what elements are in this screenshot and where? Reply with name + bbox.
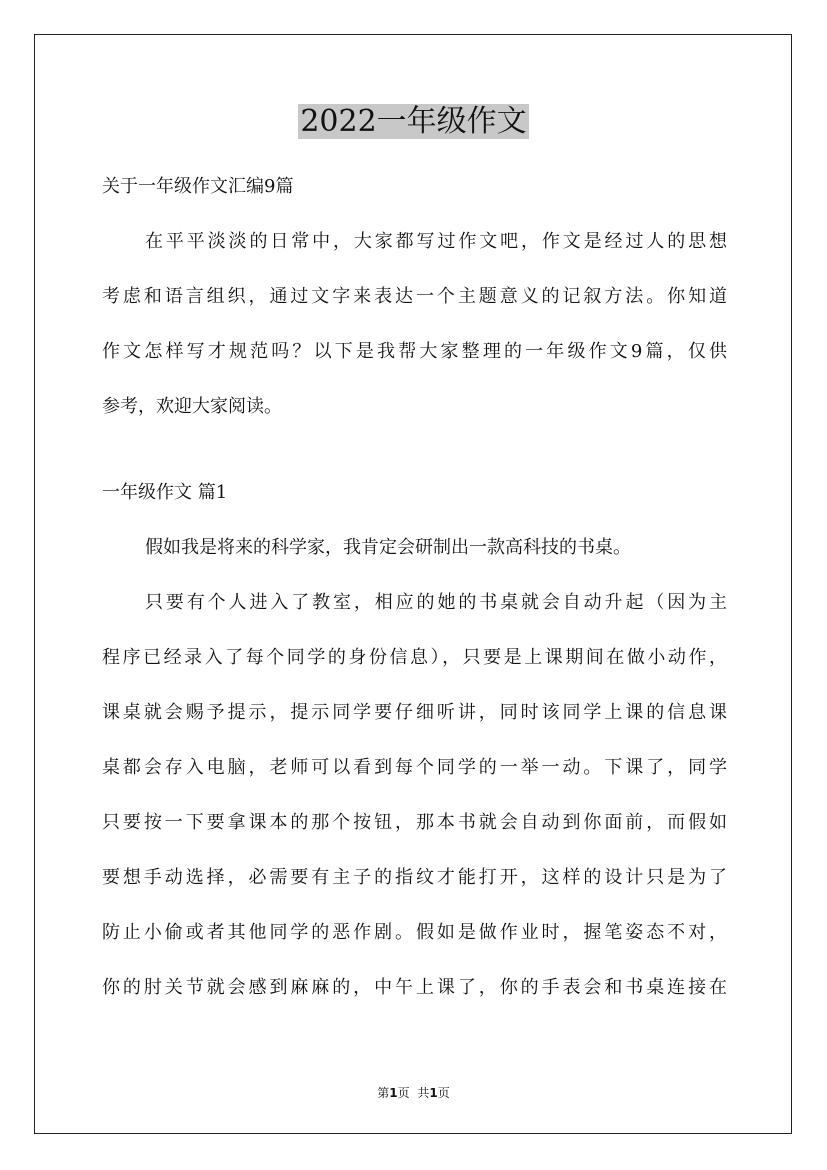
footer-page-prefix: 第 xyxy=(377,1086,390,1100)
footer-page-number: 1 xyxy=(389,1086,398,1100)
paragraph-2-line-2: 程序已经录入了每个同学的身份信息），只要是上课期间在做小动作， xyxy=(102,647,727,668)
footer-total-pages: 1 xyxy=(429,1086,438,1100)
section-heading: 一年级作文 篇1 xyxy=(102,482,228,503)
subtitle: 关于一年级作文汇编9篇 xyxy=(102,176,294,197)
paragraph-2-line-8: 你的肘关节就会感到麻麻的，中午上课了，你的手表会和书桌连接在 xyxy=(102,977,727,998)
footer-page-suffix: 页 xyxy=(397,1086,410,1100)
document-title-text: 2022一年级作文 xyxy=(300,104,527,139)
paragraph-2-line-3: 课桌就会赐予提示，提示同学要仔细听讲，同时该同学上课的信息课 xyxy=(102,702,727,723)
intro-line-4: 参考，欢迎大家阅读。 xyxy=(102,396,282,417)
document-title xyxy=(0,102,827,142)
footer-total-prefix: 共 xyxy=(417,1086,430,1100)
page-footer xyxy=(0,1085,827,1101)
intro-line-3: 作文怎样写才规范吗？以下是我帮大家整理的一年级作文9篇，仅供 xyxy=(102,341,727,362)
paragraph-1: 假如我是将来的科学家，我肯定会研制出一款高科技的书桌。 xyxy=(145,537,631,558)
paragraph-2-line-1: 只要有个人进入了教室，相应的她的书桌就会自动升起（因为主 xyxy=(145,592,727,613)
document-body xyxy=(102,175,727,1000)
paragraph-2-line-4: 桌都会存入电脑，老师可以看到每个同学的一举一动。下课了，同学 xyxy=(102,757,727,778)
footer-total-suffix: 页 xyxy=(437,1086,450,1100)
intro-line-2: 考虑和语言组织，通过文字来表达一个主题意义的记叙方法。你知道 xyxy=(102,286,727,307)
paragraph-2-line-7: 防止小偷或者其他同学的恶作剧。假如是做作业时，握笔姿态不对， xyxy=(102,922,727,943)
paragraph-2-line-6: 要想手动选择，必需要有主子的指纹才能打开，这样的设计只是为了 xyxy=(102,867,727,888)
intro-line-1: 在平平淡淡的日常中，大家都写过作文吧，作文是经过人的思想 xyxy=(145,231,727,252)
paragraph-2-line-5: 只要按一下要拿课本的那个按钮，那本书就会自动到你面前，而假如 xyxy=(102,812,727,833)
